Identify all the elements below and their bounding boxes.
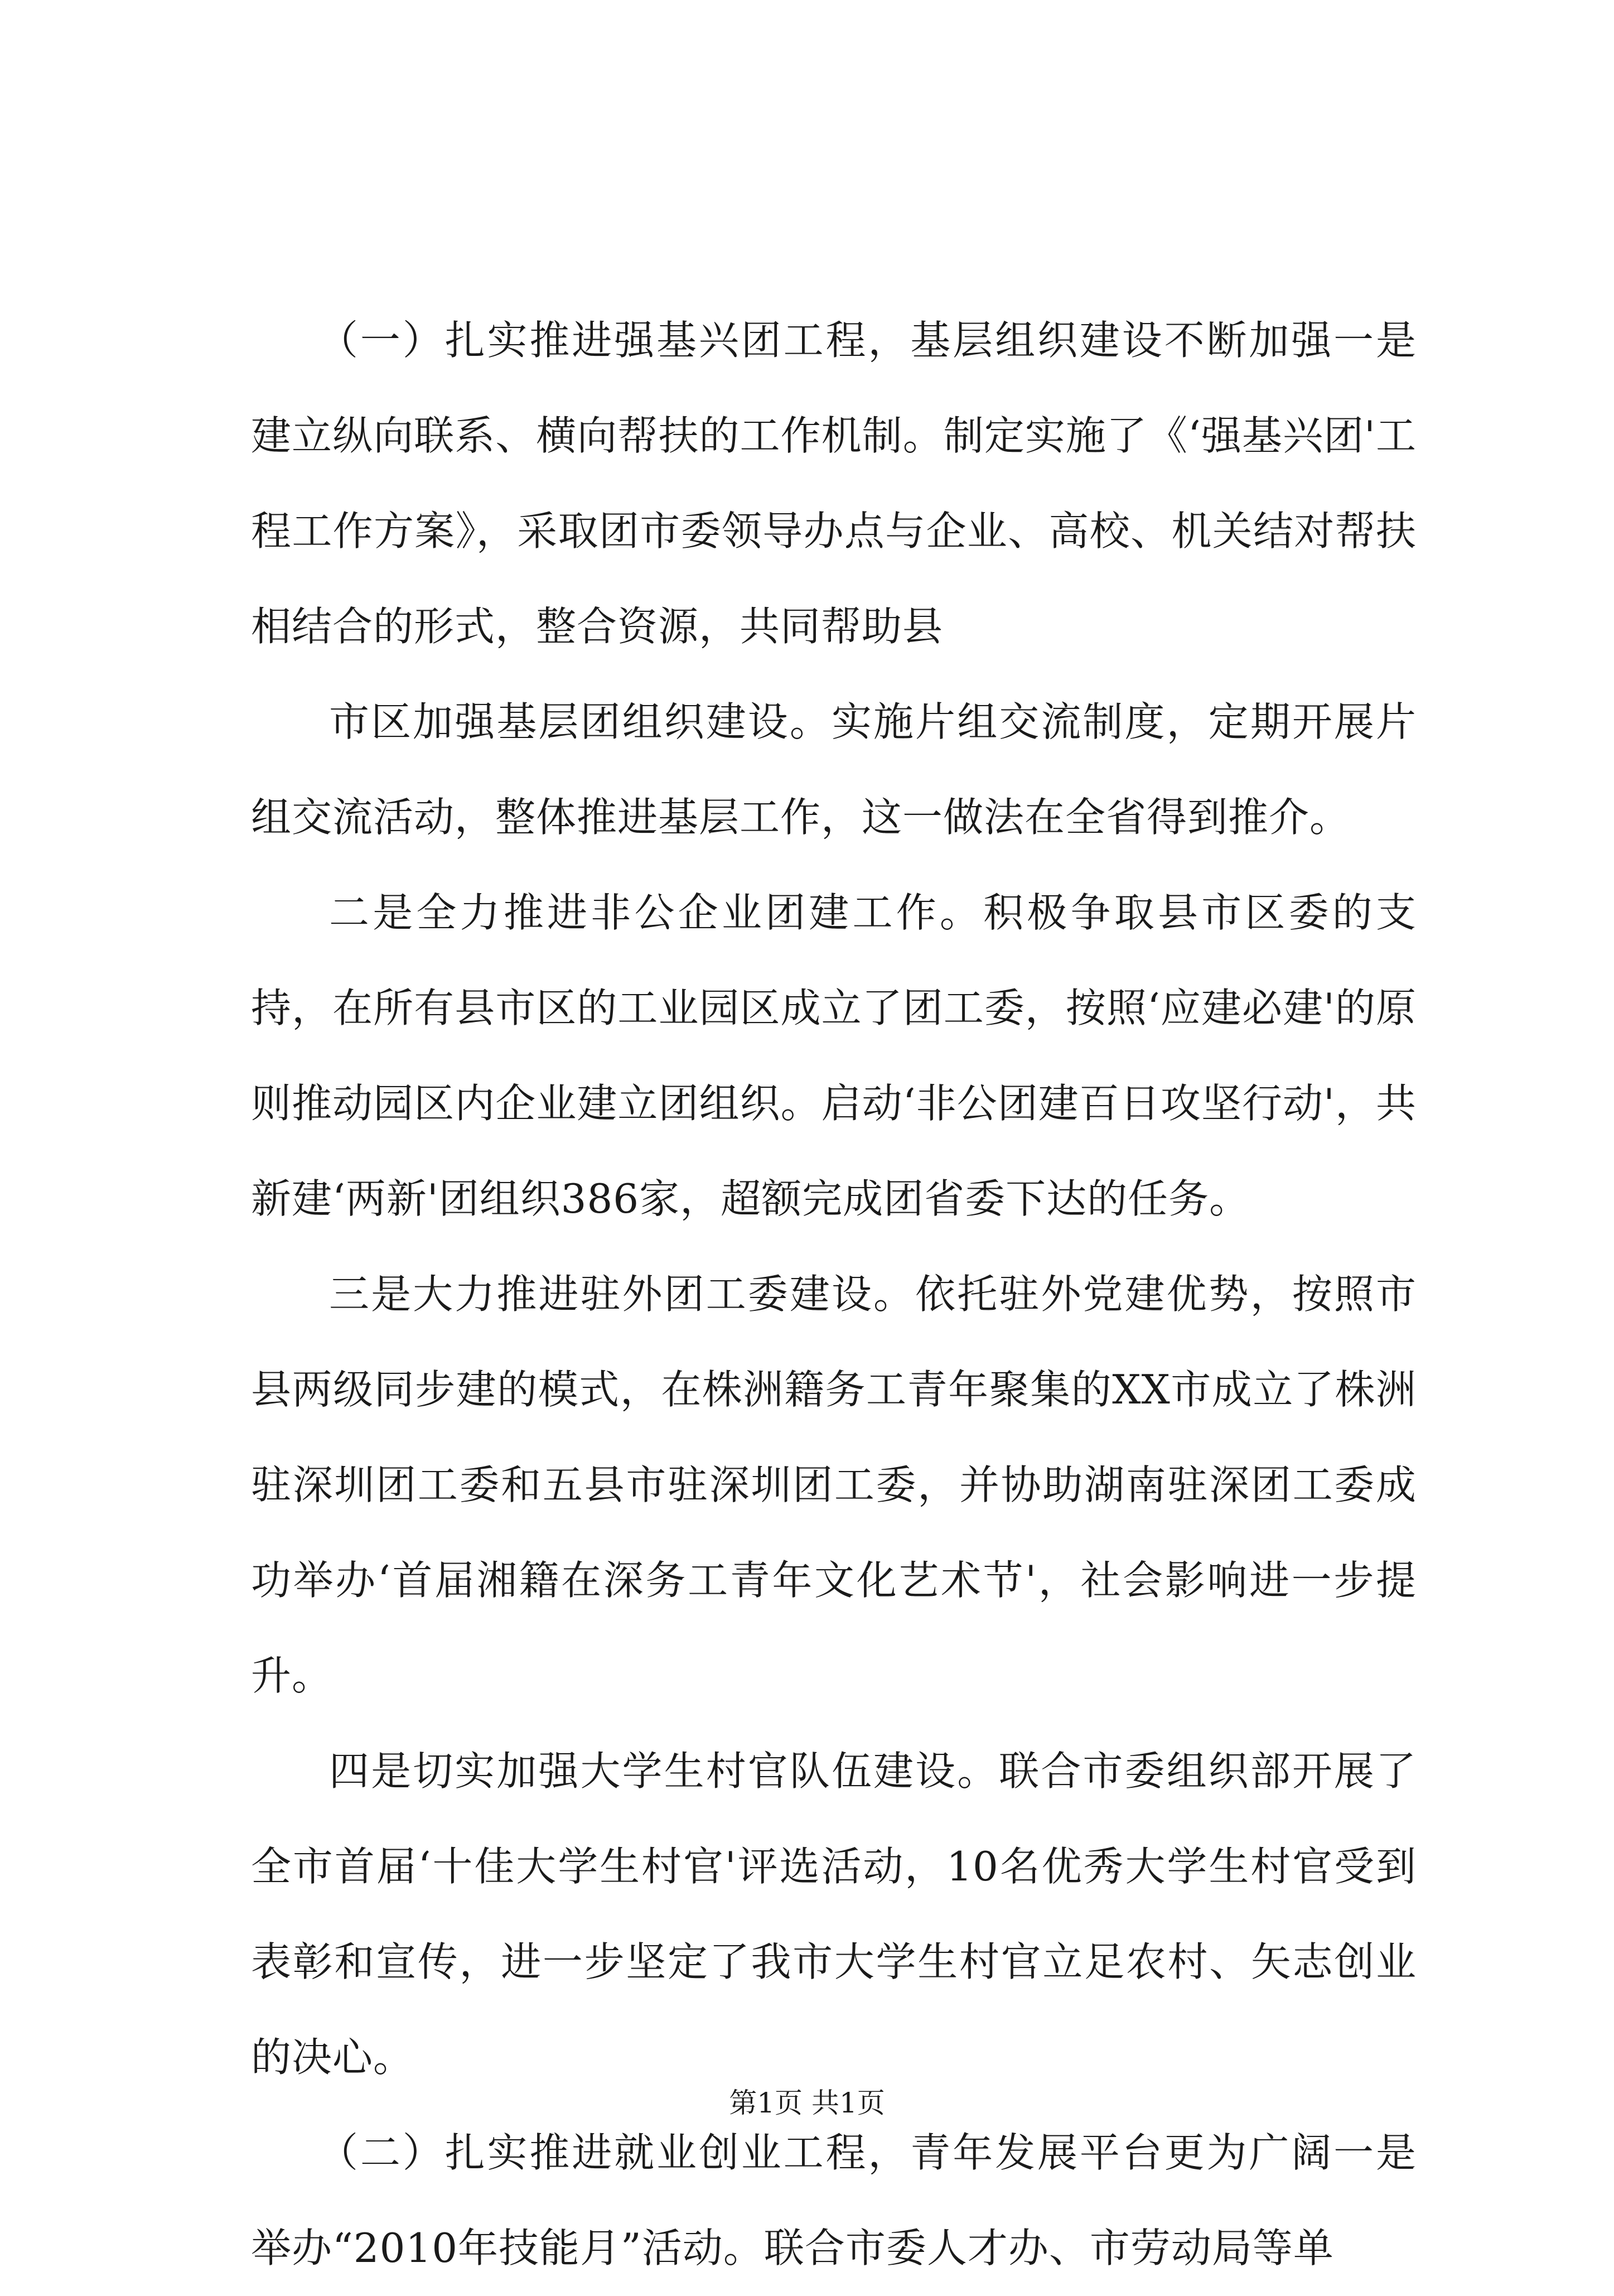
paragraph-5: 四是切实加强大学生村官队伍建设。联合市委组织部开展了全市首届‘十佳大学生村官'评选活动，10名优秀大学生村官受到表彰和宣传，进一步坚定了我市大学生村官立足农村、矢志创业的决心。	[251, 1748, 1417, 2081]
paragraph-6: （二）扎实推进就业创业工程，青年发展平台更为广阔一是举办“2010年技能月”活动。联合市委人才办、市劳动局等单	[251, 2129, 1417, 2271]
paragraph-4: 三是大力推进驻外团工委建设。依托驻外党建优势，按照市县两级同步建的模式，在株洲籍务工青年聚集的XX市成立了株洲驻深圳团工委和五县市驻深圳团工委，并协助湖南驻深团工委成功举办‘首届湘籍在深务工青年文化艺术节'，社会影响进一步提升。	[251, 1271, 1417, 1699]
document-body	[251, 293, 1417, 2296]
paragraph-3: 二是全力推进非公企业团建工作。积极争取县市区委的支持，在所有县市区的工业园区成立了团工委，按照‘应建必建'的原则推动园区内企业建立团组织。启动‘非公团建百日攻坚行动'，共新建‘两新'团组织386家，超额完成团省委下达的任务。	[251, 889, 1417, 1222]
paragraph-1: （一）扎实推进强基兴团工程，基层组织建设不断加强一是建立纵向联系、横向帮扶的工作机制。制定实施了《‘强基兴团'工程工作方案》，采取团市委领导办点与企业、高校、机关结对帮扶相结合的形式，整合资源，共同帮助县	[251, 317, 1417, 650]
paragraph-2: 市区加强基层团组织建设。实施片组交流制度，定期开展片组交流活动，整体推进基层工作，这一做法在全省得到推介。	[251, 698, 1417, 841]
page-footer: 第1页 共1页	[729, 2087, 885, 2119]
